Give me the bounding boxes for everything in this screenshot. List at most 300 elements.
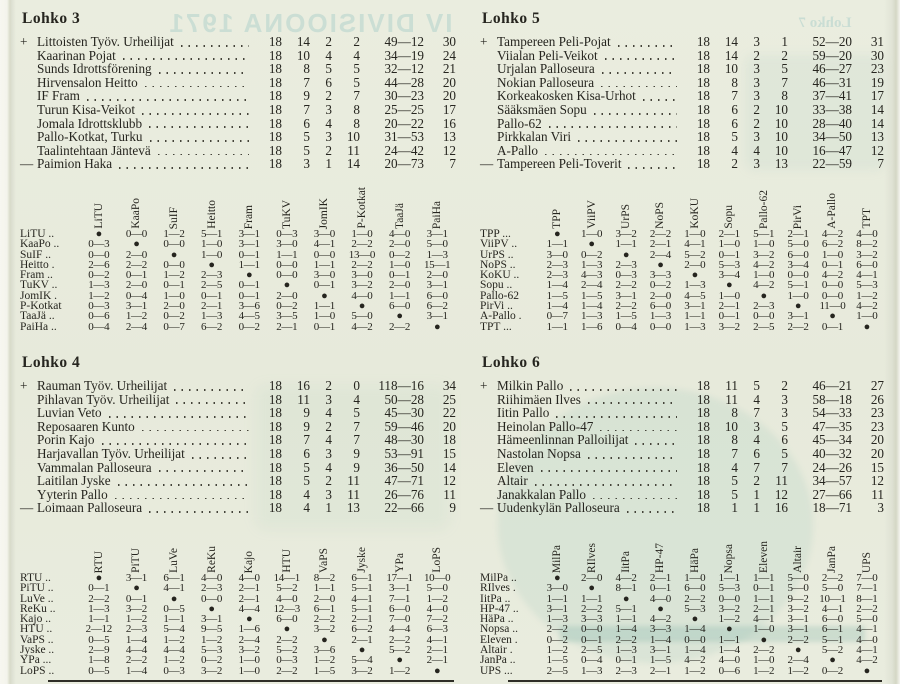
wins: 14 xyxy=(724,47,738,63)
goals-for-against: 58—18 xyxy=(812,391,852,407)
score-cell: 5—0 xyxy=(787,238,809,251)
points: 15 xyxy=(442,445,456,461)
ghost-showthrough-corner-label: Lohko 7 xyxy=(798,15,852,31)
score-cell: 0—0 xyxy=(276,258,298,271)
score-cell: 1—3 xyxy=(684,320,706,333)
matrix-row-label: A-Pallo . xyxy=(480,310,522,323)
score-cell: 2—0 xyxy=(125,279,147,292)
points: 18 xyxy=(442,432,456,448)
goals-for-against: 32—12 xyxy=(384,61,424,77)
dot-leader xyxy=(167,379,254,393)
dot-leader xyxy=(169,393,254,407)
score-cell: 2—1 xyxy=(787,227,809,240)
score-cell: 6—0 xyxy=(787,248,809,261)
score-cell: 2—5 xyxy=(753,320,775,333)
promotion-relegation-mark xyxy=(480,117,497,131)
score-cell: 0—1 xyxy=(313,279,335,292)
promotion-relegation-mark xyxy=(20,103,37,117)
draws: 1 xyxy=(325,500,332,516)
standings-table xyxy=(480,35,884,171)
standings-row xyxy=(480,35,884,49)
score-cell: 3—2 xyxy=(125,602,147,615)
score-cell: 0—1 xyxy=(125,592,147,605)
score-cell: 6—1 xyxy=(163,571,185,584)
score-cell: 2—4 xyxy=(787,654,809,667)
team-name: Reposaaren Kunto xyxy=(37,418,135,434)
score-cell: 1—5 xyxy=(546,289,568,302)
standings-row xyxy=(480,406,884,420)
dot-leader xyxy=(628,433,682,447)
standings-row xyxy=(480,461,884,475)
score-cell: 3—1 xyxy=(238,238,260,251)
matrix-row-label: LoPS .. xyxy=(20,664,55,677)
games-played: 18 xyxy=(696,115,710,131)
games-played: 18 xyxy=(268,142,282,158)
score-cell: 2—5 xyxy=(201,279,223,292)
score-cell: 2—2 xyxy=(787,320,809,333)
score-cell: 3—2 xyxy=(787,602,809,615)
standings-table xyxy=(480,379,884,515)
score-cell: 4—4 xyxy=(388,623,411,636)
standings-row xyxy=(20,35,456,49)
wins: 4 xyxy=(303,486,310,502)
matrix-row-label: LiTU .. xyxy=(20,227,55,240)
score-cell: 0—2 xyxy=(821,664,843,677)
promotion-relegation-mark xyxy=(480,433,497,447)
standings-row xyxy=(20,76,456,90)
score-cell: 2—1 xyxy=(649,238,671,251)
wins: 16 xyxy=(296,378,310,393)
score-cell: 0—0 xyxy=(787,269,809,282)
score-cell: 5—0 xyxy=(426,582,448,595)
team-name: Paimion Haka xyxy=(37,156,113,172)
score-cell: 0—3 xyxy=(163,664,185,677)
score-cell: 5—2 xyxy=(684,248,706,261)
games-played: 18 xyxy=(696,74,710,90)
matrix-col-header-label: Jyske xyxy=(355,547,368,573)
matrix-col-header xyxy=(609,551,643,573)
promotion-relegation-mark xyxy=(480,488,497,502)
standings-row xyxy=(20,130,456,144)
standings-row xyxy=(20,117,456,131)
score-cell: 1—0 xyxy=(718,238,740,251)
standings-row xyxy=(480,130,884,144)
matrix-col-header xyxy=(712,205,746,229)
dot-leader xyxy=(135,103,254,117)
matrix-col-header xyxy=(678,198,712,229)
team-name: Pihlavan Työv. Urheilijat xyxy=(37,391,170,407)
score-cell: 6—0 xyxy=(649,300,671,313)
promotion-relegation-mark: + xyxy=(20,378,28,393)
team-name: Eleven xyxy=(497,459,534,475)
matrix-col-header-label: Eleven xyxy=(757,541,770,573)
matrix-header-row xyxy=(480,521,884,573)
score-cell: 7—2 xyxy=(426,613,448,626)
points: 24 xyxy=(442,47,456,63)
score-cell: 2—2 xyxy=(88,592,110,605)
score-cell: 13—0 xyxy=(348,248,376,261)
score-cell: 6—1 xyxy=(821,623,843,636)
score-cell: 5—0 xyxy=(351,310,373,323)
group-lohko-4 xyxy=(20,352,456,682)
score-cell: 4—1 xyxy=(821,602,843,615)
score-cell: 2—3 xyxy=(125,623,147,636)
matrix-row-label: JanPa .. xyxy=(480,654,516,667)
promotion-relegation-mark: + xyxy=(480,34,488,49)
score-cell: 0—2 xyxy=(88,269,110,282)
points: 14 xyxy=(870,115,884,131)
wins: 2 xyxy=(731,156,738,172)
score-cell: 1—0 xyxy=(753,623,775,636)
score-cell: 4—1 xyxy=(163,582,185,595)
draws: 4 xyxy=(753,391,760,407)
wins: 5 xyxy=(731,486,738,502)
promotion-relegation-mark: — xyxy=(20,500,34,516)
score-cell: 5—1 xyxy=(787,279,809,292)
diagonal-dot: ● xyxy=(95,227,102,240)
wins: 14 xyxy=(724,34,738,49)
score-cell: 8—2 xyxy=(856,238,878,251)
standings-row xyxy=(20,144,456,158)
page-edge-left xyxy=(0,0,16,684)
score-cell: 1—3 xyxy=(684,279,706,292)
score-cell: 0—2 xyxy=(581,248,603,261)
score-cell: 2—3 xyxy=(546,258,568,271)
score-cell: 1—3 xyxy=(581,310,603,323)
standings-table xyxy=(20,35,456,171)
score-cell: 3—3 xyxy=(581,613,603,626)
matrix-col-header-label: UPS xyxy=(860,551,873,573)
wins: 4 xyxy=(731,142,738,158)
losses: 5 xyxy=(353,405,360,421)
score-cell: 3—2 xyxy=(351,279,373,292)
draws: 2 xyxy=(325,378,332,393)
matrix-col-header-label: Heitto xyxy=(205,200,218,229)
wins: 1 xyxy=(731,500,738,516)
score-cell: 1—0 xyxy=(753,269,775,282)
score-cell: 1—3 xyxy=(615,644,637,657)
wins: 9 xyxy=(303,88,310,104)
dot-leader xyxy=(152,62,254,76)
goals-for-against: 18—71 xyxy=(812,500,852,516)
games-played: 18 xyxy=(696,486,710,502)
matrix-col-header-label: PaiHa xyxy=(431,200,444,229)
team-name: Altair xyxy=(497,473,528,489)
score-cell: 2—0 xyxy=(313,592,335,605)
promotion-relegation-mark xyxy=(20,406,37,420)
games-played: 18 xyxy=(268,61,282,77)
standings-row xyxy=(480,379,884,393)
wins: 7 xyxy=(303,74,310,90)
score-cell: 1—5 xyxy=(649,654,671,667)
matrix-col-header-label: TPP xyxy=(551,209,564,229)
score-cell: 2—0 xyxy=(581,571,603,584)
score-cell: 4—0 xyxy=(718,654,740,667)
draws: 2 xyxy=(753,47,760,63)
promotion-relegation-mark: — xyxy=(20,156,34,172)
score-cell: 1—5 xyxy=(581,289,603,302)
goals-for-against: 24—42 xyxy=(384,142,424,158)
score-cell: 2—1 xyxy=(718,300,740,313)
score-cell: 1—0 xyxy=(787,289,809,302)
matrix-row-label: Heitto . xyxy=(20,258,55,271)
promotion-relegation-mark: — xyxy=(480,156,494,172)
diagonal-dot: ● xyxy=(760,633,767,646)
games-played: 18 xyxy=(268,88,282,104)
standings-row xyxy=(20,393,456,407)
score-cell: 6—0 xyxy=(426,289,448,302)
points: 14 xyxy=(870,101,884,117)
dot-leader xyxy=(586,488,682,502)
standings-table xyxy=(20,379,456,515)
score-cell: 1—0 xyxy=(684,571,706,584)
losses: 7 xyxy=(781,74,788,90)
goals-for-against: 45—30 xyxy=(384,405,424,421)
team-name: Yyterin Pallo xyxy=(37,486,108,502)
matrix-row-label: ReKu .. xyxy=(20,602,56,615)
matrix-col-header-label: HäPa xyxy=(688,548,701,573)
score-cell: 1—1 xyxy=(388,289,411,302)
score-cell: 2—1 xyxy=(238,582,260,595)
wins: 5 xyxy=(731,473,738,489)
diagonal-dot: ● xyxy=(358,300,366,313)
games-played: 18 xyxy=(268,378,282,393)
score-cell: 3—1 xyxy=(684,300,706,313)
games-played: 18 xyxy=(268,115,282,131)
score-cell: 2—4 xyxy=(649,248,671,261)
wins: 5 xyxy=(303,459,310,475)
points: 26 xyxy=(870,391,884,407)
score-cell: 7—0 xyxy=(856,571,878,584)
games-played: 18 xyxy=(268,473,282,489)
score-cell: 0—0 xyxy=(163,238,185,251)
goals-for-against: 33—38 xyxy=(812,101,852,117)
team-name: Sääksmäen Sopu xyxy=(497,101,587,117)
dot-leader xyxy=(142,501,254,515)
promotion-relegation-mark xyxy=(480,474,497,488)
goals-for-against: 46—21 xyxy=(812,378,852,393)
team-name: Harjavallan Työv. Urheilijat xyxy=(37,445,185,461)
standings-row xyxy=(480,76,884,90)
wins: 11 xyxy=(725,378,738,393)
matrix-col-header xyxy=(574,543,608,573)
goals-for-against: 53—91 xyxy=(384,445,424,461)
points: 16 xyxy=(442,115,456,131)
score-cell: 1—2 xyxy=(426,592,448,605)
goals-for-against: 34—19 xyxy=(384,47,424,63)
score-cell: 1—5 xyxy=(615,310,637,323)
promotion-relegation-mark xyxy=(480,420,497,434)
score-cell: 0—0 xyxy=(201,592,223,605)
matrix-row xyxy=(480,666,884,676)
team-name: Korkeakosken Kisa-Urhot xyxy=(497,88,636,104)
score-cell: 3—1 xyxy=(787,613,809,626)
dot-leader xyxy=(95,433,254,447)
score-cell: 3—6 xyxy=(238,300,260,313)
dot-leader xyxy=(594,76,682,90)
promotion-relegation-mark xyxy=(20,474,37,488)
score-cell: 1—1 xyxy=(615,613,637,626)
team-name: Vammalan Palloseura xyxy=(37,459,152,475)
wins: 8 xyxy=(731,74,738,90)
score-cell: 1—1 xyxy=(753,592,775,605)
wins: 6 xyxy=(731,101,738,117)
goals-for-against: 49—12 xyxy=(384,34,424,49)
score-cell: 3—2 xyxy=(718,320,740,333)
score-cell: 5—1 xyxy=(201,227,223,240)
goals-for-against: 34—57 xyxy=(812,473,852,489)
games-played: 18 xyxy=(268,129,282,145)
score-cell: 1—2 xyxy=(753,664,775,677)
points: 7 xyxy=(877,156,884,172)
draws: 2 xyxy=(753,101,760,117)
diagonal-dot: ● xyxy=(691,269,698,282)
losses: 13 xyxy=(346,500,360,516)
score-cell: 14—1 xyxy=(273,571,300,584)
promotion-relegation-mark xyxy=(20,393,37,407)
score-cell: 0—1 xyxy=(581,633,603,646)
team-name: Luvian Veto xyxy=(37,405,102,421)
games-played: 18 xyxy=(696,142,710,158)
losses: 16 xyxy=(774,500,788,516)
score-cell: 6—0 xyxy=(276,613,298,626)
promotion-relegation-mark xyxy=(480,447,497,461)
score-cell: 2—2 xyxy=(649,227,671,240)
standings-row xyxy=(20,89,456,103)
score-cell: 1—2 xyxy=(201,633,223,646)
dot-leader xyxy=(528,474,682,488)
dot-leader xyxy=(549,406,682,420)
standings-row xyxy=(20,501,456,515)
dot-leader xyxy=(142,117,254,131)
score-cell: 5—3 xyxy=(856,279,878,292)
score-cell: 3—1 xyxy=(546,602,568,615)
score-cell: 4—1 xyxy=(684,238,706,251)
matrix-row-label: UrPS .. xyxy=(480,248,514,261)
points: 9 xyxy=(449,500,456,516)
score-cell: 0—6 xyxy=(718,664,740,677)
score-cell: 3—0 xyxy=(546,248,568,261)
score-cell: 4—2 xyxy=(753,258,775,271)
goals-for-against: 20—22 xyxy=(384,115,424,131)
score-cell: 2—2 xyxy=(351,238,373,251)
wins: 11 xyxy=(725,391,738,407)
matrix-col-header-label: HTU xyxy=(280,549,293,573)
team-name: A-Pallo xyxy=(497,142,539,158)
score-cell: 2—2 xyxy=(276,633,298,646)
score-cell: 1—1 xyxy=(313,300,335,313)
score-cell: 2—1 xyxy=(718,227,740,240)
matrix-row-label: Altair . xyxy=(480,644,513,657)
standings-row xyxy=(20,447,456,461)
score-cell: 5—3 xyxy=(718,582,740,595)
score-cell: 4—0 xyxy=(856,227,878,240)
matrix-col-header xyxy=(540,545,574,573)
diagonal-dot: ● xyxy=(433,320,441,333)
score-cell: 1—3 xyxy=(649,310,671,323)
team-name: Uudenkylän Palloseura xyxy=(497,500,620,516)
standings-row xyxy=(20,62,456,76)
score-cell: 0—5 xyxy=(88,633,110,646)
standings-row xyxy=(20,461,456,475)
dot-leader xyxy=(636,89,682,103)
score-cell: 0—1 xyxy=(125,269,147,282)
wins: 5 xyxy=(731,129,738,145)
score-cell: 2—2 xyxy=(388,320,411,333)
goals-for-against: 47—35 xyxy=(812,418,852,434)
score-cell: 10—1 xyxy=(819,592,846,605)
matrix-header-row xyxy=(20,177,456,229)
score-cell: 2—0 xyxy=(388,238,411,251)
points: 12 xyxy=(442,473,456,489)
matrix-row xyxy=(20,239,456,249)
diagonal-dot: ● xyxy=(794,644,802,657)
diagonal-dot: ● xyxy=(588,238,595,251)
matrix-col-header xyxy=(815,193,849,229)
points: 31 xyxy=(870,34,884,49)
losses: 5 xyxy=(781,445,788,461)
points: 23 xyxy=(870,418,884,434)
score-cell: 0—2 xyxy=(276,300,298,313)
score-cell: 6—1 xyxy=(351,571,373,584)
matrix-row-label: PirVi .. xyxy=(480,300,513,313)
team-name: Littoisten Työv. Urheilijat xyxy=(37,34,174,49)
wins: 14 xyxy=(296,34,310,49)
score-cell: 2—3 xyxy=(201,269,223,282)
losses: 1 xyxy=(781,34,788,49)
losses: 11 xyxy=(347,142,360,158)
draws: 4 xyxy=(753,432,760,448)
matrix-row-label: UPS ... xyxy=(480,664,513,677)
matrix-col-header-label: UrPS xyxy=(620,204,633,229)
score-cell: 5—1 xyxy=(753,227,775,240)
points: 34 xyxy=(442,378,456,393)
diagonal-dot: ● xyxy=(321,289,328,302)
losses: 9 xyxy=(353,459,360,475)
wins: 7 xyxy=(731,88,738,104)
losses: 11 xyxy=(347,486,360,502)
score-cell: 0—3 xyxy=(88,300,110,313)
score-cell: 2—5 xyxy=(546,664,568,677)
matrix-row-label: KoKU .. xyxy=(480,269,520,282)
score-cell: 1—1 xyxy=(313,582,335,595)
score-cell: 3—2 xyxy=(351,664,373,677)
matrix-row-label: NoPS .. xyxy=(480,258,516,271)
matrix-row-label: TuKV .. xyxy=(20,279,58,292)
goals-for-against: 28—40 xyxy=(812,115,852,131)
draws: 3 xyxy=(325,391,332,407)
score-cell: 0—1 xyxy=(313,320,335,333)
matrix-col-header xyxy=(155,548,193,573)
score-cell: 3—0 xyxy=(313,269,335,282)
score-cell: 2—2 xyxy=(615,279,637,292)
score-cell: 1—0 xyxy=(753,654,775,667)
team-name: Tampereen Peli-Toverit xyxy=(497,156,622,172)
matrix-col-header xyxy=(230,205,268,229)
score-cell: 4—4 xyxy=(163,644,185,657)
score-cell: 5—0 xyxy=(856,613,878,626)
goals-for-against: 16—47 xyxy=(812,142,852,158)
diagonal-dot: ● xyxy=(863,664,871,677)
games-played: 18 xyxy=(696,432,710,448)
matrix-col-header-label: NoPS xyxy=(654,202,667,229)
score-cell: 3—4 xyxy=(718,269,740,282)
score-cell: 5—3 xyxy=(718,258,740,271)
standings-row xyxy=(480,393,884,407)
games-played: 18 xyxy=(696,391,710,407)
matrix-row-label: PaiHa .. xyxy=(20,320,57,333)
matrix-col-header xyxy=(381,553,419,573)
